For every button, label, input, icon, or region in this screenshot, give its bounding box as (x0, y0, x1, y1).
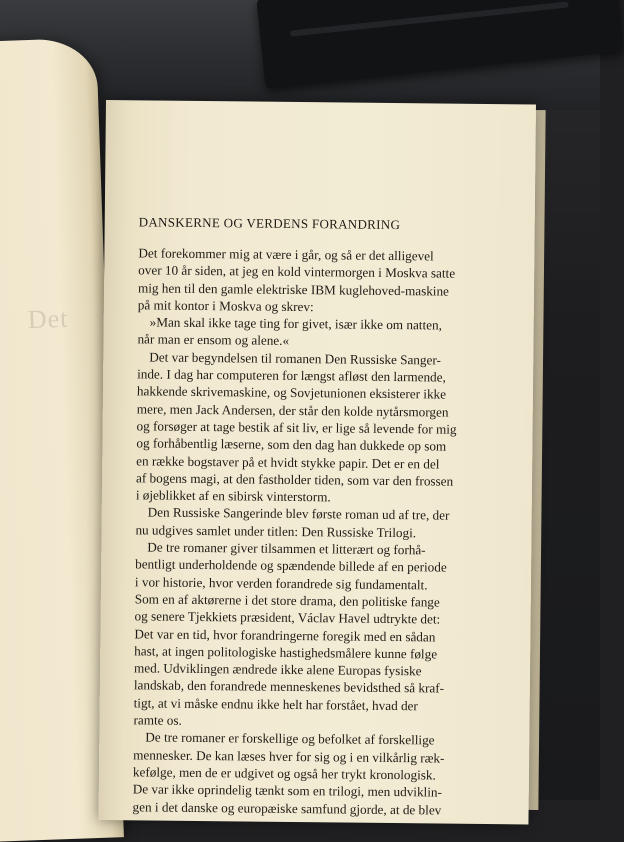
chapter-heading: DANSKERNE OG VERDENS FORANDRING (138, 214, 401, 233)
text-line: mennesker. De kan læses hver for sig og i en vilkårlig ræk- (133, 746, 445, 766)
main-page (98, 100, 536, 824)
text-line: hast, at ingen politologiske hastighedsmålere kunne følge (134, 643, 438, 662)
text-line: gen i det danske og europæiske samfund gjorde, at de blev (132, 798, 442, 818)
text-line: mig hen til den gamle elektriske IBM kuglehoved-maskine (137, 279, 450, 299)
text-line: Det forekommer mig at være i går, og så er det alligevel (138, 245, 434, 264)
text-line: De tre romaner giver tilsammen et litterært og forhå- (147, 539, 426, 558)
text-line: hakkende skrivemaskine, og Sovjetunionen eksisterer ikke (136, 383, 447, 402)
text-line: »Man skal ikke tage ting for givet, især ikke om natten, (149, 314, 443, 333)
text-line: bentligt underholdende og spændende billede af en periode (135, 556, 447, 575)
body-text (133, 244, 491, 818)
text-line: tigt, at vi måske endnu ikke helt har forstået, hvad der (133, 695, 418, 714)
text-line: mere, men Jack Andersen, der står den kolde nytårsmorgen (136, 401, 449, 420)
text-line: Den Russiske Sangerinde blev første roman ud af tre, der (147, 504, 450, 524)
text-line: De tre romaner er forskellige og befolket af forskellige (145, 729, 435, 748)
text-line: over 10 år siden, at jeg en kold vintermorgen i Moskva satte (138, 262, 456, 281)
text-line: af bogens magi, at den fastholder tiden, som var den frossen (135, 470, 454, 489)
text-line: i øjeblikket af en sibirsk vinterstorm. (135, 487, 331, 505)
text-line: landskab, den forandrede menneskenes bevidsthed så kraf- (133, 677, 445, 696)
text-line: med. Udviklingen ændrede ikke alene Europas fysiske (133, 660, 422, 679)
text-line: kefølge, men de er udgivet og også her trykt kronologisk. (132, 764, 436, 783)
text-line: og forhåbentlig læserne, som den dag han dukkede op som (136, 435, 447, 454)
text-line: når man er ensom og alene.« (137, 331, 290, 349)
text-line: De var ikke oprindelig tænkt som en trilogi, men udviklin- (132, 781, 442, 800)
text-line: Som en af aktørerne i det store drama, den politiske fange (134, 591, 440, 610)
left-page-faded-word: Det (27, 303, 69, 335)
text-line: i vor historie, hvor verden forandrede sig fundamentalt. (134, 573, 428, 593)
text-line: Det var begyndelsen til romanen Den Russiske Sanger- (149, 349, 442, 368)
text-line: nu udgives samlet under titlen: Den Russiske Trilogi. (135, 522, 417, 541)
main-text-block (133, 214, 491, 818)
text-line: Det var en tid, hvor forandringerne foregik med en sådan (134, 625, 436, 645)
text-line: og senere Tjekkiets præsident, Václav Havel udtrykte det: (134, 608, 441, 627)
text-line: på mit kontor i Moskva og skrev: (137, 297, 314, 315)
text-line: inde. I dag har computeren for længst afløst den larmende, (137, 366, 446, 385)
text-line: en række bogstaver på et hvidt stykke papir. Det er en del (136, 452, 440, 472)
text-line: ramte os. (133, 712, 182, 728)
text-line: og forsøger at tage bestik af sit liv, er lige så levende for mig (136, 418, 457, 437)
